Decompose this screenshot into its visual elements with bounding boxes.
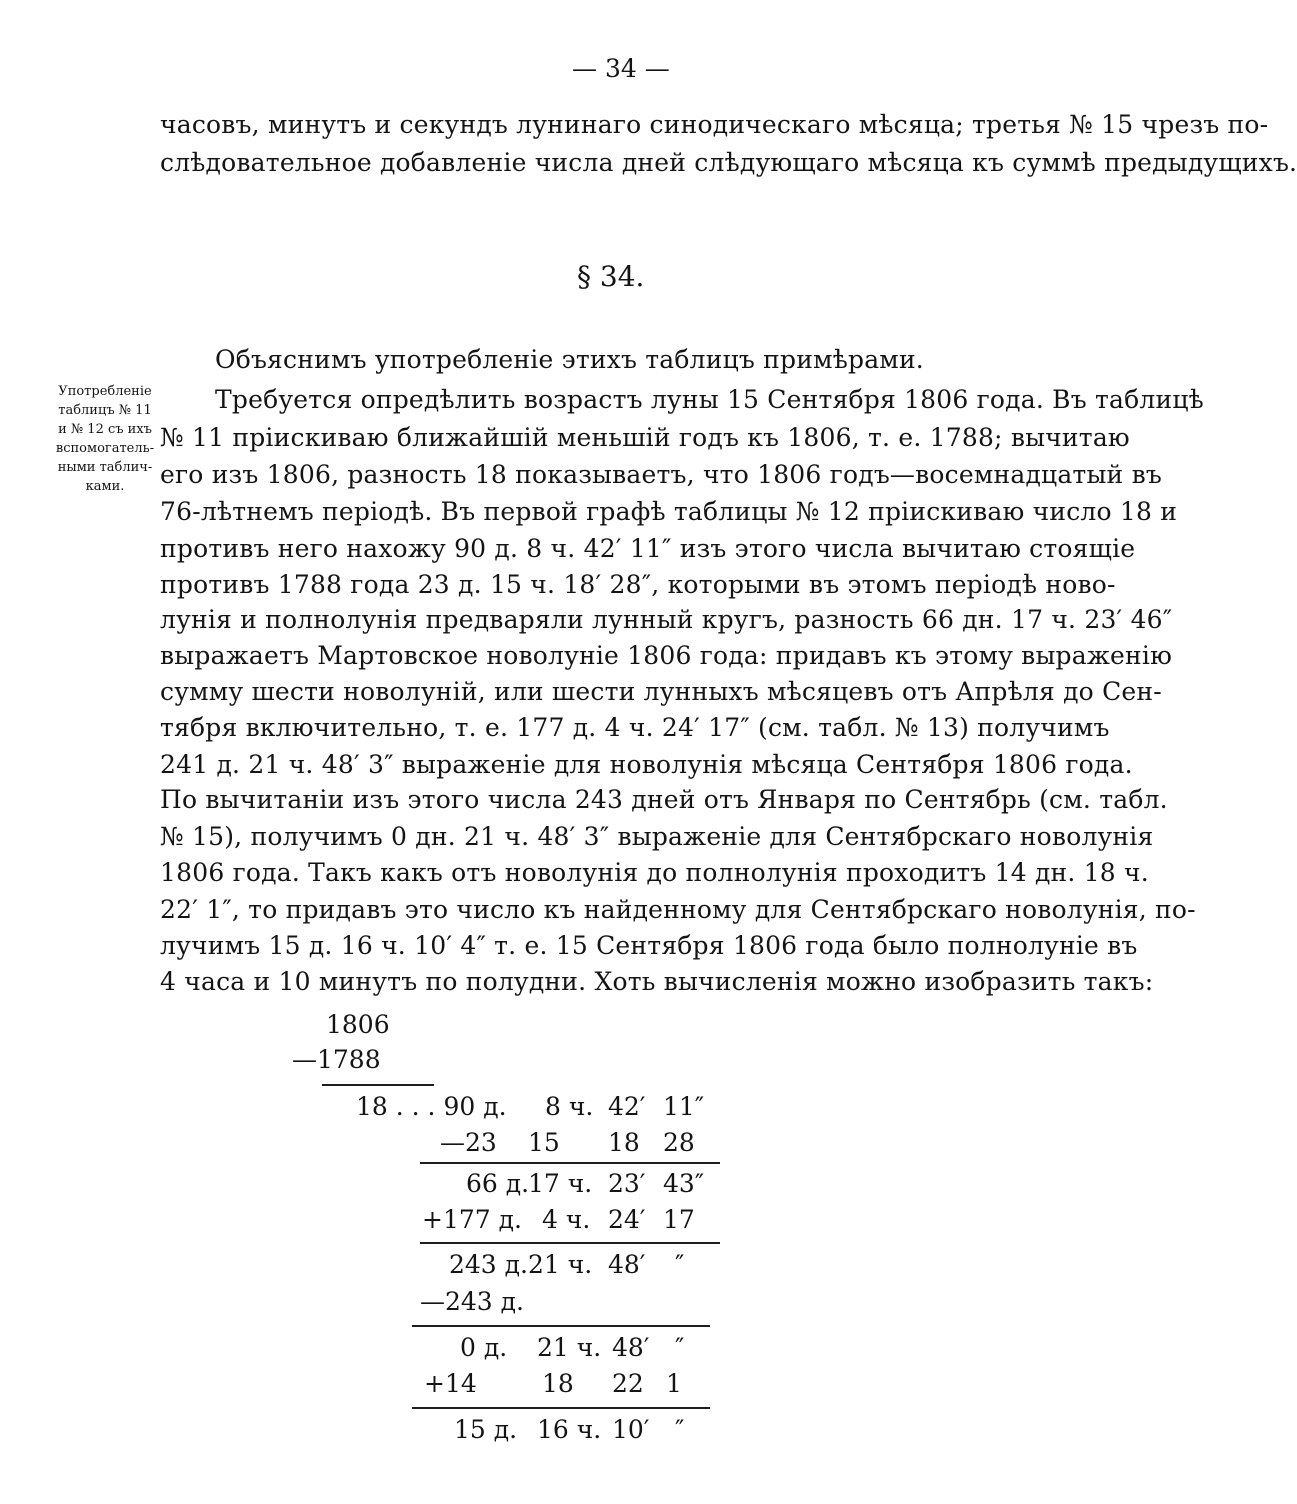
calc-cell: 18 bbox=[542, 1369, 574, 1398]
body-line: Объяснимъ употребленіе этихъ таблицъ примѣрами. bbox=[215, 345, 924, 374]
calc-cell: 66 д. bbox=[466, 1169, 530, 1198]
intro-line: слѣдовательное добавленіе числа дней слѣдующаго мѣсяца къ суммѣ предыдущихъ. bbox=[160, 148, 1297, 177]
margin-note bbox=[42, 382, 168, 496]
body-line: 4 часа и 10 минутъ по полудни. Хоть вычисленія можно изобразить такъ: bbox=[160, 967, 1154, 996]
body-line: его изъ 1806, разность 18 показываетъ, что 1806 годъ—восемнадцатый въ bbox=[160, 460, 1162, 489]
calc-cell: 15 bbox=[528, 1128, 560, 1157]
calc-cell: 1 bbox=[666, 1369, 682, 1398]
body-line: 241 д. 21 ч. 48′ 3″ выраженіе для новолунія мѣсяца Сентября 1806 года. bbox=[160, 750, 1133, 779]
body-line: 76-лѣтнемъ періодѣ. Въ первой графѣ таблицы № 12 пріискиваю число 18 и bbox=[160, 497, 1178, 526]
calc-cell: 43″ bbox=[663, 1169, 705, 1198]
calc-cell: 42′ bbox=[608, 1092, 646, 1121]
calc-rule bbox=[420, 1242, 720, 1244]
margin-note-line: ками. bbox=[85, 479, 125, 494]
calc-cell: 48′ bbox=[608, 1250, 646, 1279]
intro-line: часовъ, минутъ и секундъ лунинаго синодическаго мѣсяца; третья № 15 чрезъ по- bbox=[160, 110, 1269, 139]
margin-note-line: таблицъ № 11 bbox=[58, 403, 152, 418]
calc-cell: 4 ч. bbox=[542, 1205, 591, 1234]
calc-cell: 28 bbox=[663, 1128, 695, 1157]
body-line: По вычитаніи изъ этого числа 243 дней отъ Января по Сентябрь (см. табл. bbox=[160, 785, 1168, 814]
calc-cell: 16 ч. bbox=[537, 1415, 602, 1444]
section-heading: § 34. bbox=[577, 260, 645, 293]
body-line: 1806 года. Такъ какъ отъ новолунія до полнолунія проходитъ 14 дн. 18 ч. bbox=[160, 858, 1149, 887]
calc-rule bbox=[412, 1407, 710, 1409]
calc-cell: 23′ bbox=[608, 1169, 646, 1198]
body-line: 22′ 1″, то придавъ это число къ найденному для Сентябрскаго новолунія, по- bbox=[160, 895, 1196, 924]
body-line: Требуется опредѣлить возрастъ луны 15 Сентября 1806 года. Въ таблицѣ bbox=[215, 385, 1204, 414]
calc-rule bbox=[322, 1084, 434, 1086]
calc-cell: —243 д. bbox=[420, 1287, 525, 1316]
calc-cell: ″ bbox=[675, 1333, 685, 1362]
margin-note-line: ными таблич- bbox=[57, 460, 153, 475]
calc-cell: +177 д. bbox=[422, 1205, 522, 1234]
body-line: № 11 пріискиваю ближайшій меньшій годъ къ 1806, т. е. 1788; вычитаю bbox=[160, 423, 1130, 452]
calc-cell: 21 ч. bbox=[537, 1333, 602, 1362]
calc-cell: 10′ bbox=[612, 1415, 650, 1444]
calc-cell: 18 . . . 90 д. bbox=[356, 1092, 507, 1121]
calc-year-a: 1806 bbox=[326, 1010, 390, 1039]
margin-note-line: и № 12 съ ихъ bbox=[58, 422, 152, 437]
body-line: противъ 1788 года 23 д. 15 ч. 18′ 28″, которыми въ этомъ періодѣ ново- bbox=[160, 570, 1116, 599]
calc-rule bbox=[420, 1162, 720, 1164]
margin-note-line: Употребленіе bbox=[58, 384, 152, 399]
body-line: № 15), получимъ 0 дн. 21 ч. 48′ 3″ выраженіе для Сентябрскаго новолунія bbox=[160, 822, 1154, 851]
calc-cell: 48′ bbox=[612, 1333, 650, 1362]
body-line: лучимъ 15 д. 16 ч. 10′ 4″ т. е. 15 Сентября 1806 года было полнолуніе въ bbox=[160, 931, 1138, 960]
calc-cell: ″ bbox=[675, 1250, 685, 1279]
calc-cell: 24′ bbox=[608, 1205, 646, 1234]
body-line: тября включительно, т. е. 177 д. 4 ч. 24′ 17″ (см. табл. № 13) получимъ bbox=[160, 713, 1110, 742]
calc-cell: 17 ч. bbox=[528, 1169, 593, 1198]
calc-cell: ″ bbox=[675, 1415, 685, 1444]
body-line: сумму шести новолуній, или шести лунныхъ мѣсяцевъ отъ Апрѣля до Сен- bbox=[160, 677, 1162, 706]
calc-year-b: —1788 bbox=[292, 1045, 381, 1074]
calc-cell: 21 ч. bbox=[528, 1250, 593, 1279]
body-line: противъ него нахожу 90 д. 8 ч. 42′ 11″ изъ этого числа вычитаю стоящіе bbox=[160, 534, 1136, 563]
calc-cell: 15 д. bbox=[454, 1415, 518, 1444]
calc-cell: 18 bbox=[608, 1128, 640, 1157]
calc-cell: 17 bbox=[663, 1205, 695, 1234]
calc-rule bbox=[412, 1325, 710, 1327]
calc-cell: 11″ bbox=[663, 1092, 705, 1121]
calc-cell: 8 ч. bbox=[545, 1092, 594, 1121]
calc-cell: —23 bbox=[440, 1128, 497, 1157]
margin-note-line: вспомогатель- bbox=[55, 441, 155, 456]
body-line: лунія и полнолунія предваряли лунный кругъ, разность 66 дн. 17 ч. 23′ 46″ bbox=[160, 605, 1173, 634]
calc-cell: 22 bbox=[612, 1369, 644, 1398]
body-line: выражаетъ Мартовское новолуніе 1806 года: придавъ къ этому выраженію bbox=[160, 641, 1173, 670]
calc-cell: 0 д. bbox=[460, 1333, 508, 1362]
calc-cell: 243 д. bbox=[449, 1250, 529, 1279]
page-number: — 34 — bbox=[572, 54, 670, 83]
calc-cell: +14 bbox=[424, 1369, 477, 1398]
